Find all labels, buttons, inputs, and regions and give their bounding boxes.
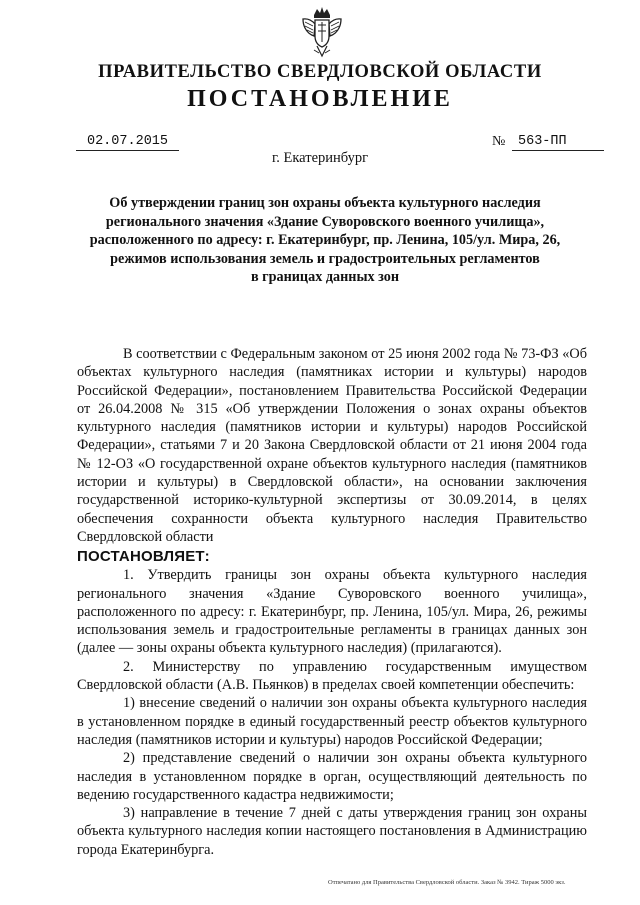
document-body — [77, 345, 587, 859]
decree-subitem: 2) представление сведений о наличии зон охраны объекта культурного наследия в установленном порядке в орган, осуществляющий деятельность по ведению государственного кадастра недвижимости; — [77, 750, 587, 803]
coat-of-arms-icon — [300, 6, 344, 60]
decree-item: 2. Министерству по управлению государственным имуществом Свердловской области (А.В. Пьянков) в пределах своей компетенции обеспечить: — [77, 658, 587, 694]
decree-word: ПОСТАНОВЛЯЕТ: — [77, 548, 210, 566]
heading-line: расположенного по адресу: г. Екатеринбург, пр. Ленина, 105/ул. Мира, 26, — [89, 232, 561, 248]
document-date: 02.07.2015 — [76, 134, 179, 151]
government-title: ПРАВИТЕЛЬСТВО СВЕРДЛОВСКОЙ ОБЛАСТИ — [98, 62, 542, 82]
heading-line: в границах данных зон — [250, 269, 400, 285]
document-heading — [60, 194, 590, 287]
heading-line: режимов использования земель и градостроительных регламентов — [110, 250, 540, 267]
document-number: 563-ПП — [512, 134, 604, 151]
document-city: г. Екатеринбург — [271, 150, 369, 166]
number-sign: № — [492, 134, 506, 149]
heading-line: регионального значения «Здание Суворовского военного училища», — [105, 213, 545, 230]
preamble-paragraph: В соответствии с Федеральным законом от 25 июня 2002 года № 73-ФЗ «Об объектах культурного наследия (памятниках истории и культуры) народов Российской Федерации», постановлением Правительства Российской Федерации от 26.04.2008 № 315 «Об утверждении Положения о зонах охраны объектов культурного наследия (памятников истории и культуры) народов Российской Федерации», статьями 7 и 20 Закона Свердловской области от 21 июня 2004 года № 12-ОЗ «О государственной охране объектов культурного наследия (памятников истории и культуры) в Свердловской области», на основании заключения государственной историко-культурной экспертизы от 30.09.2014, в целях обеспечения сохранности объекта культурного наследия Правительство Свердловской области — [77, 346, 587, 545]
decree-subitem: 1) внесение сведений о наличии зон охраны объекта культурного наследия в установленном порядке в единый государственный реестр объектов культурного наследия (памятников истории и культуры) народов Российской Федерации; — [77, 695, 587, 748]
decree-item: 1. Утвердить границы зон охраны объекта культурного наследия регионального значения «Здание Суворовского военного училища», расположенного по адресу: г. Екатеринбург, пр. Ленина, 105/ул. Мира, 26, режимы использования земель и градостроительные регламенты в границах данных зон (далее — зоны охраны объекта культурного наследия) (прилагаются). — [77, 567, 587, 657]
decree-subitem: 3) направление в течение 7 дней с даты утверждения границ зон охраны объекта культурного наследия копии настоящего постановления в Администрацию города Екатеринбурга. — [77, 805, 587, 858]
print-footer: Отпечатано для Правительства Свердловской области. Заказ № 3942. Тираж 5000 экз. — [328, 879, 566, 886]
heading-line: Об утверждении границ зон охраны объекта культурного наследия — [109, 195, 541, 211]
document-type: ПОСТАНОВЛЕНИЕ — [187, 86, 453, 112]
